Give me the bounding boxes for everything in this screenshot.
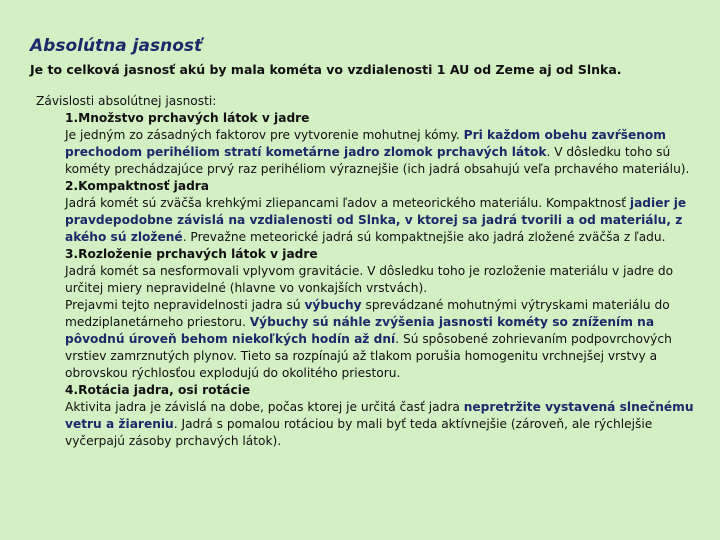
dependency-paragraph [65,297,696,382]
slide-body [36,93,696,450]
dependency-heading: 4.Rotácia jadra, osi rotácie [65,383,251,397]
dependency-heading: 1.Množstvo prchavých látok v jadre [65,111,310,125]
body-text: . Prevažne meteorické jadrá sú kompaktnejšie ako jadrá zložené zväčša z ľadu. [182,230,666,244]
dependency-paragraph [65,195,696,246]
highlighted-text: výbuchy [304,298,362,312]
highlighted-text: Pri každom obehu zavŕšenom prechodom perihéliom stratí kometárne jadro zlomok prchavých látok [65,128,666,159]
body-text: . Jadrá s pomalou rotáciou by mali byť teda aktívnejšie (zároveň, ale rýchlejšie vyčerpajú zásoby prchavých látok). [65,417,653,448]
body-text: . V dôsledku toho sú kométy prechádzajúce prvý raz perihéliom výraznejšie (ich jadrá obsahujú veľa prchavého materiálu). [65,145,690,176]
dependency-item [65,178,696,246]
slide-title: Absolútna jasnosť [30,36,203,56]
dependency-item [65,382,696,450]
body-text: Prejavmi tejto nepravidelnosti jadra sú [65,298,305,312]
highlighted-text: Výbuchy sú náhle zvýšenia jasnosti kométy so znížením na pôvodnú úroveň behom niekoľkých hodín až dní [65,315,655,346]
dependency-paragraph [65,399,696,450]
slide-subtitle: Je to celková jasnosť akú by mala kométa vo vzdialenosti 1 AU od Zeme aj od Slnka. [30,62,622,77]
dependency-list [36,110,696,450]
dependency-item [65,246,696,382]
intro-text: Závislosti absolútnej jasnosti: [36,94,217,108]
body-text: Jadrá komét sa nesformovali vplyvom gravitácie. V dôsledku toho je rozloženie materiálu v jadre do určitej miery nepravidelné (hlavne vo vonkajších vrstvách). [65,264,674,295]
body-text: Jadrá komét sú zväčša krehkými zliepancami ľadov a meteorického materiálu. Kompaktnosť [65,196,630,210]
dependency-paragraph [65,127,696,178]
body-text: . Sú spôsobené zohrievaním podpovrchových vrstiev zamrznutých plynov. Tieto sa rozpínajú až tlakom porušia homogenitu vrchnejšej vrstvy a obrovskou rýchlosťou explodujú do okolitého priestoru. [65,332,672,380]
body-text: Je jedným zo zásadných faktorov pre vytvorenie mohutnej kómy. [65,128,464,142]
highlighted-text: nepretržite vystavená slnečnému vetru a žiareniu [65,400,694,431]
dependency-paragraph [65,263,696,297]
highlighted-text: jadier je pravdepodobne závislá na vzdialenosti od Slnka, v ktorej sa jadrá tvorili a od materiálu, z akého sú zložené [65,196,687,244]
dependency-heading: 3.Rozloženie prchavých látok v jadre [65,247,318,261]
dependency-item [65,110,696,178]
body-text: sprevádzané mohutnými výtryskami materiálu do medziplanetárneho priestoru. [65,298,670,329]
dependency-heading: 2.Kompaktnosť jadra [65,179,210,193]
body-text: Aktivita jadra je závislá na dobe, počas ktorej je určitá časť jadra [65,400,464,414]
